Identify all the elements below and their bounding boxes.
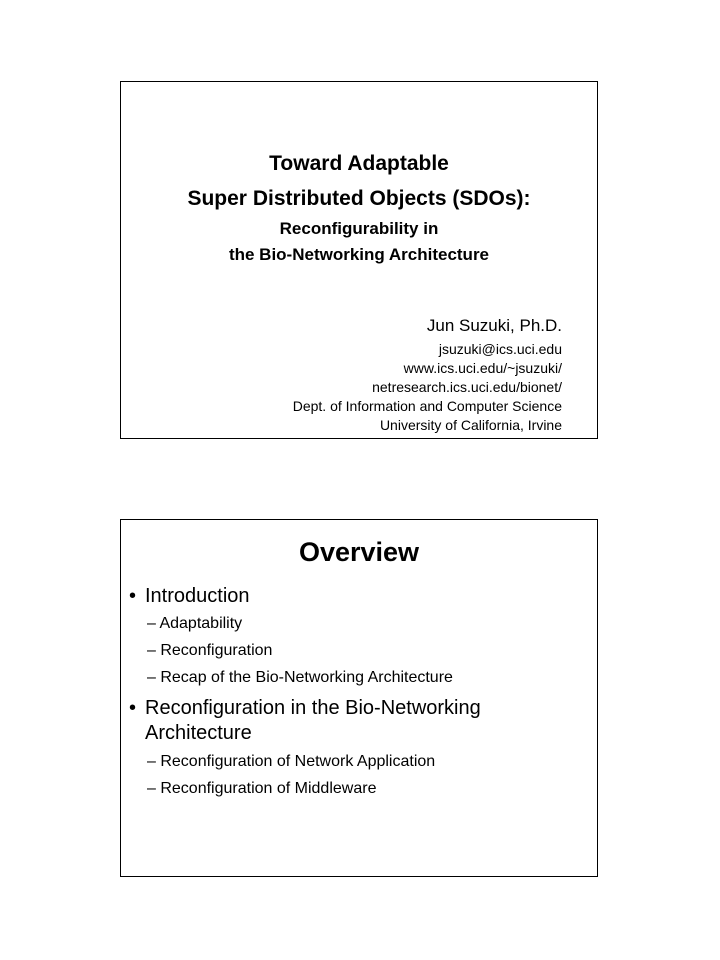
bullet-text-continuation: Architecture	[145, 722, 252, 744]
sub-bullet: – Adaptability	[147, 615, 243, 632]
author-name: Jun Suzuki, Ph.D.	[426, 316, 562, 335]
author-homepage: www.ics.uci.edu/~jsuzuki/	[403, 360, 562, 376]
sub-bullet: – Reconfiguration of Middleware	[147, 780, 377, 797]
department: Dept. of Information and Computer Science	[292, 398, 562, 414]
title-slide	[120, 81, 598, 439]
sub-bullet: – Reconfiguration of Network Application	[147, 753, 436, 770]
bullet-icon: •	[129, 697, 137, 719]
bullet-item	[129, 584, 250, 609]
author-email: jsuzuki@ics.uci.edu	[438, 341, 562, 357]
bullet-item	[129, 696, 481, 721]
bullet-icon: •	[129, 585, 137, 607]
bullet-text: Introduction	[145, 585, 250, 607]
overview-slide	[120, 519, 598, 877]
slide-title-line-1: Toward Adaptable	[269, 152, 449, 175]
sub-bullet: – Recap of the Bio-Networking Architecture	[147, 669, 453, 686]
slide-subtitle-line-1: Reconfigurability in	[279, 219, 439, 238]
slide-subtitle-line-2: the Bio-Networking Architecture	[228, 245, 490, 264]
university: University of California, Irvine	[379, 417, 562, 433]
bullet-text: Reconfiguration in the Bio-Networking	[145, 697, 481, 719]
slide-title-line-2: Super Distributed Objects (SDOs):	[187, 187, 531, 210]
project-url: netresearch.ics.uci.edu/bionet/	[372, 379, 562, 395]
slide-title: Overview	[298, 537, 420, 567]
sub-bullet: – Reconfiguration	[147, 642, 273, 659]
